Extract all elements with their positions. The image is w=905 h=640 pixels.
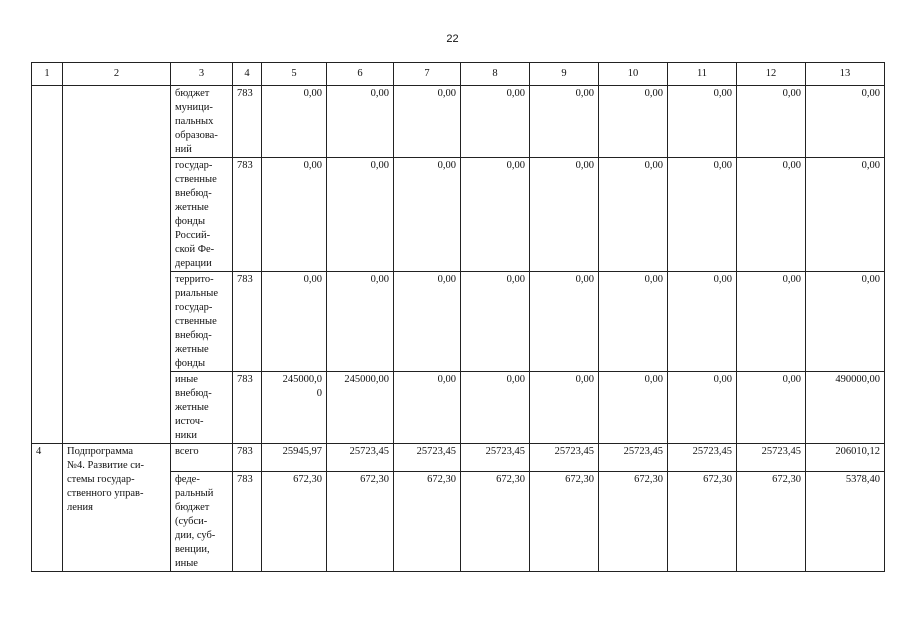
value-cell: 0,00 <box>530 86 599 158</box>
column-header: 2 <box>63 63 171 86</box>
value-cell: 25723,45 <box>461 444 530 472</box>
value-cell: 672,30 <box>668 472 737 572</box>
column-header: 8 <box>461 63 530 86</box>
value-cell: 0,00 <box>668 372 737 444</box>
value-cell: 0,00 <box>461 86 530 158</box>
column-header: 3 <box>171 63 233 86</box>
value-cell: 672,30 <box>530 472 599 572</box>
column-header: 9 <box>530 63 599 86</box>
value-cell: 0,00 <box>394 272 461 372</box>
value-cell: 25723,45 <box>394 444 461 472</box>
value-cell: 0,00 <box>262 158 327 272</box>
value-cell: 0,00 <box>394 158 461 272</box>
value-cell: 0,00 <box>599 272 668 372</box>
value-cell: 672,30 <box>394 472 461 572</box>
value-cell: 0,00 <box>599 158 668 272</box>
value-cell: 0,00 <box>806 158 885 272</box>
value-cell: 0,00 <box>668 86 737 158</box>
value-cell: 25723,45 <box>530 444 599 472</box>
code-cell: 783 <box>233 444 262 472</box>
value-cell: 25723,45 <box>599 444 668 472</box>
header-row <box>32 63 885 86</box>
value-cell: 25723,45 <box>327 444 394 472</box>
row-index-cell <box>32 86 63 444</box>
value-cell: 25723,45 <box>737 444 806 472</box>
value-cell: 672,30 <box>461 472 530 572</box>
program-name-cell <box>63 86 171 444</box>
value-cell: 0,00 <box>461 272 530 372</box>
value-cell: 0,00 <box>262 272 327 372</box>
funding-source-cell: бюджет муници- пальных образова- ний <box>171 86 233 158</box>
column-header: 10 <box>599 63 668 86</box>
value-cell: 0,00 <box>737 372 806 444</box>
value-cell: 0,00 <box>461 372 530 444</box>
code-cell: 783 <box>233 372 262 444</box>
funding-source-cell: государ- ственные внебюд- жетные фонды Россий- ской Фе- дерации <box>171 158 233 272</box>
value-cell: 0,00 <box>530 158 599 272</box>
code-cell: 783 <box>233 158 262 272</box>
value-cell: 0,00 <box>737 272 806 372</box>
value-cell: 0,00 <box>327 158 394 272</box>
value-cell: 0,00 <box>530 272 599 372</box>
value-cell: 0,00 <box>461 158 530 272</box>
funding-source-cell: всего <box>171 444 233 472</box>
code-cell: 783 <box>233 472 262 572</box>
value-cell: 0,00 <box>327 272 394 372</box>
column-header: 1 <box>32 63 63 86</box>
value-cell: 0,00 <box>599 86 668 158</box>
code-cell: 783 <box>233 272 262 372</box>
funding-source-cell: террито- риальные государ- ственные внебюд- жетные фонды <box>171 272 233 372</box>
value-cell: 5378,40 <box>806 472 885 572</box>
value-cell: 0,00 <box>530 372 599 444</box>
value-cell: 25945,97 <box>262 444 327 472</box>
value-cell: 490000,00 <box>806 372 885 444</box>
value-cell: 672,30 <box>262 472 327 572</box>
column-header: 13 <box>806 63 885 86</box>
value-cell: 206010,12 <box>806 444 885 472</box>
budget-table <box>31 62 885 572</box>
value-cell: 245000,0 0 <box>262 372 327 444</box>
funding-source-cell: феде- ральный бюджет (субси- дии, суб- венции, иные <box>171 472 233 572</box>
value-cell: 672,30 <box>327 472 394 572</box>
column-header: 4 <box>233 63 262 86</box>
value-cell: 0,00 <box>668 272 737 372</box>
value-cell: 0,00 <box>599 372 668 444</box>
value-cell: 0,00 <box>737 158 806 272</box>
value-cell: 0,00 <box>262 86 327 158</box>
table-row <box>32 86 885 158</box>
code-cell: 783 <box>233 86 262 158</box>
value-cell: 245000,00 <box>327 372 394 444</box>
value-cell: 672,30 <box>737 472 806 572</box>
column-header: 6 <box>327 63 394 86</box>
value-cell: 0,00 <box>737 86 806 158</box>
value-cell: 0,00 <box>394 372 461 444</box>
table-row <box>32 444 885 472</box>
column-header: 11 <box>668 63 737 86</box>
value-cell: 0,00 <box>806 272 885 372</box>
column-header: 7 <box>394 63 461 86</box>
funding-source-cell: иные внебюд- жетные источ- ники <box>171 372 233 444</box>
column-header: 5 <box>262 63 327 86</box>
program-name-cell: Подпрограмма №4. Развитие си- стемы государ- ственного управ- ления <box>63 444 171 572</box>
value-cell: 0,00 <box>806 86 885 158</box>
column-header: 12 <box>737 63 806 86</box>
page-number: 22 <box>446 33 459 45</box>
value-cell: 0,00 <box>394 86 461 158</box>
value-cell: 0,00 <box>327 86 394 158</box>
value-cell: 0,00 <box>668 158 737 272</box>
value-cell: 25723,45 <box>668 444 737 472</box>
row-index-cell: 4 <box>32 444 63 572</box>
value-cell: 672,30 <box>599 472 668 572</box>
